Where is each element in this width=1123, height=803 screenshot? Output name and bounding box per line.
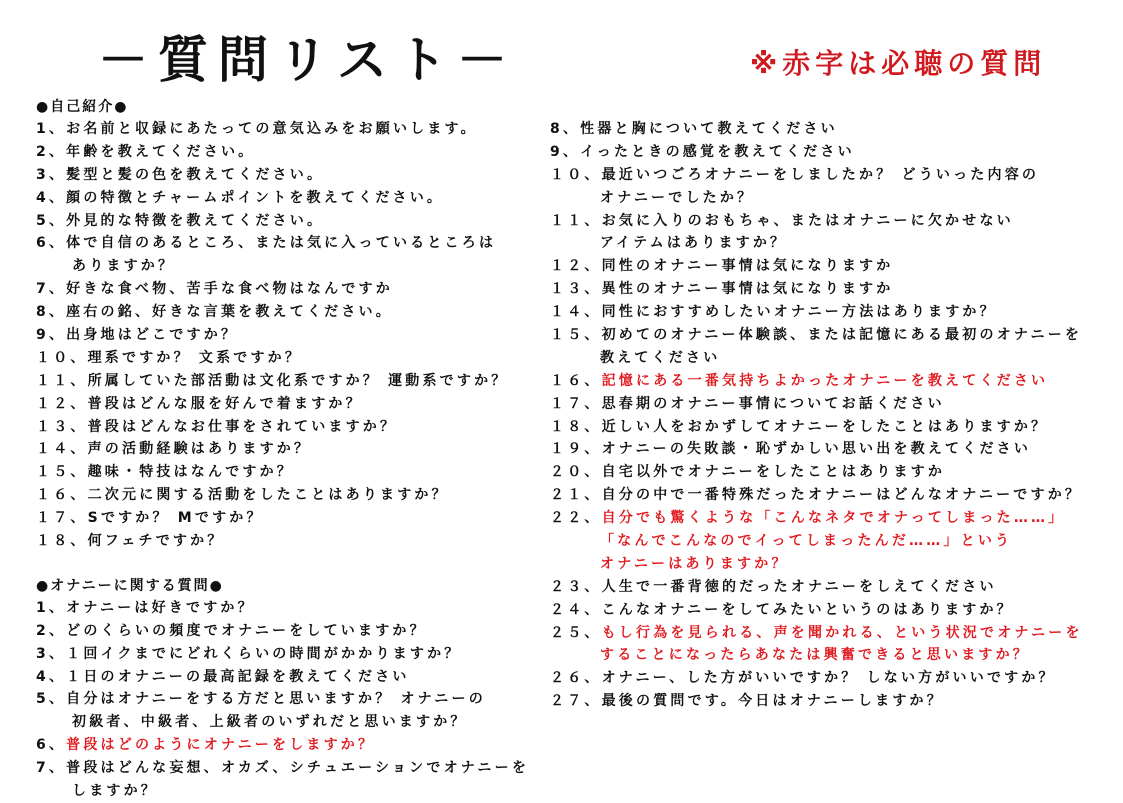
question-number: １６、 [36,487,88,504]
question-text: 体で自信のあるところ、または気に入っているところは [66,235,497,252]
question-number: ２７、 [550,693,602,710]
question-item [550,301,1120,324]
question-line [550,393,1120,416]
question-item [36,141,536,164]
question-line-continuation [550,347,1120,370]
question-line [550,370,1120,393]
required-question-text: もし行為を見られる、声を聞かれる、という状況でオナニーを [601,624,1083,641]
question-line [550,461,1120,484]
question-text: １回イクまでにどれくらいの時間がかかりますか？ [66,645,462,662]
question-line [550,324,1120,347]
section-heading: ●自己紹介● [36,99,129,115]
question-item [550,461,1120,484]
question-number: 7、 [36,760,67,777]
question-item [550,118,1120,141]
question-text: 教えてください [600,349,721,366]
question-line [550,164,1120,187]
left-column [36,96,536,803]
question-number: ２０、 [550,464,602,481]
question-item [550,255,1120,278]
question-number: 9、 [550,143,581,160]
question-item [36,507,536,530]
question-item [550,278,1120,301]
question-number: １３、 [550,281,602,298]
question-line [550,622,1120,645]
question-number: 1、 [36,599,67,616]
question-text: 好きな食べ物、苦手な食べ物はなんですか [66,281,393,298]
question-text: 出身地はどこですか？ [66,327,239,344]
question-item [36,301,536,324]
question-text: どのくらいの頻度でオナニーをしていますか？ [66,622,427,639]
question-item [36,530,536,553]
question-line [36,643,536,666]
question-line [550,210,1120,233]
question-text: 普段はどんなお仕事をされていますか？ [87,418,398,435]
question-number: 6、 [36,235,67,252]
question-line-continuation [550,553,1120,576]
question-line [550,278,1120,301]
question-number: １４、 [550,304,602,321]
question-number: １５、 [550,327,602,344]
question-text: 思春期のオナニー事情についてお話ください [601,395,945,412]
question-line [36,734,536,757]
question-item [550,484,1120,507]
question-text: 顔の特徴とチャームポイントを教えてください。 [66,189,445,206]
question-number: １８、 [36,533,88,550]
question-number: １０、 [36,349,88,366]
question-number: １３、 [36,418,88,435]
question-number: 9、 [36,327,67,344]
question-line [550,416,1120,439]
question-text: 趣味・特技はなんですか？ [87,464,295,481]
question-line [36,416,536,439]
question-line [36,210,536,233]
question-item [36,734,536,757]
question-item [550,599,1120,622]
section-heading: ●オナニーに関する質問● [36,577,224,594]
question-item [550,393,1120,416]
question-line-continuation [550,644,1120,667]
question-text: 最後の質問です。今日はオナニーしますか？ [601,693,944,710]
question-number: 2、 [36,622,67,639]
question-item [36,118,536,141]
question-item [550,370,1120,393]
question-text: オナニー、した方がいいですか？ しない方がいいですか？ [601,670,1056,687]
question-text: 普段はどんな妄想、オカズ、シチュエーションでオナニーを [66,760,530,777]
question-text: 年齢を教えてください。 [66,143,256,160]
question-text: オナニーは好きですか？ [66,599,255,616]
question-line [36,620,536,643]
required-question-text: 記憶にある一番気持ちよかったオナニーを教えてください [601,372,1049,389]
question-number: １０、 [550,166,602,183]
question-item [550,210,1120,256]
question-number: 1、 [36,121,67,137]
question-item [550,164,1120,210]
question-line-continuation [550,232,1120,255]
question-text: ありますか？ [72,258,176,275]
question-line-continuation [36,780,536,803]
question-text: アイテムはありますか？ [600,235,788,252]
question-text: 外見的な特徴を教えてください。 [66,212,325,229]
question-line [36,370,536,393]
question-text: 理系ですか？ 文系ですか？ [87,349,303,366]
question-text: 二次元に関する活動をしたことはありますか？ [87,487,449,504]
question-text: 初級者、中級者、上級者のいずれだと思いますか？ [72,714,468,731]
question-line [36,484,536,507]
question-line-continuation [36,255,536,278]
question-item [36,347,536,370]
question-number: 4、 [36,189,67,206]
question-line [550,438,1120,461]
question-item [36,484,536,507]
question-text: 異性のオナニー事情は気になりますか [601,281,894,298]
question-text: しますか？ [72,783,158,800]
question-text: オナニーの失敗談・恥ずかしい思い出を教えてください [601,441,1032,458]
question-line [550,690,1120,713]
question-item [550,438,1120,461]
question-text: 性器と胸について教えてください [580,121,838,137]
question-number: 8、 [550,121,581,137]
question-text: 同性のオナニー事情は気になりますか [601,258,894,275]
question-line [36,666,536,689]
question-text: こんなオナニーをしてみたいというのはありますか？ [601,601,1014,618]
question-number: １４、 [36,441,88,458]
question-item [550,416,1120,439]
question-number: ２４、 [550,601,602,618]
right-column [550,118,1120,713]
question-number: １７、 [36,510,88,527]
question-line [36,530,536,553]
question-number: ２３、 [550,578,602,595]
question-item [550,667,1120,690]
question-item [36,232,536,278]
question-text: オナニーでしたか？ [600,189,755,206]
question-line [550,255,1120,278]
question-line [36,232,536,255]
question-number: ２２、 [550,510,602,527]
question-number: 3、 [36,166,67,183]
question-number: １２、 [550,258,602,275]
question-line [36,187,536,210]
question-number: 5、 [36,212,67,229]
question-item [36,666,536,689]
question-item [550,324,1120,370]
question-text: 人生で一番背徳的だったオナニーをしえてください [601,578,997,595]
question-line-continuation [36,711,536,734]
question-line [36,438,536,461]
question-line [550,141,1120,164]
question-number: １２、 [36,395,88,412]
question-text: Sですか？ Mですか？ [87,510,264,527]
question-text: 髪型と髪の色を教えてください。 [66,166,325,183]
question-item [36,278,536,301]
question-item [36,757,536,803]
required-question-text: することになったらあなたは興奮できると思いますか？ [600,647,1030,664]
question-line [36,688,536,711]
question-number: 2、 [36,143,67,160]
question-item [550,141,1120,164]
question-line [36,757,536,780]
question-line [550,667,1120,690]
question-line [36,347,536,370]
question-text: 座右の銘、好きな言葉を教えてください。 [66,304,393,321]
question-item [550,507,1120,576]
question-text: 初めてのオナニー体験談、または記憶にある最初のオナニーを [601,327,1083,344]
required-question-text: 自分でも驚くような「こんなネタでオナってしまった……」 [601,510,1066,527]
question-number: ２５、 [550,624,602,641]
question-line [36,461,536,484]
question-line [550,599,1120,622]
question-number: １９、 [550,441,602,458]
question-line [36,301,536,324]
question-item [36,597,536,620]
question-item [36,393,536,416]
required-note: ※赤字は必聴の質問 [750,47,1047,80]
page-title: －質問リスト－ [98,31,517,89]
question-line [36,507,536,530]
question-text: お気に入りのおもちゃ、またはオナニーに欠かせない [601,212,1014,229]
question-line [550,118,1120,141]
question-item [36,210,536,233]
question-number: １８、 [550,418,602,435]
question-item [550,576,1120,599]
question-item [36,461,536,484]
question-item [36,620,536,643]
question-line [550,301,1120,324]
question-item [550,622,1120,668]
question-line-continuation [550,187,1120,210]
question-number: １７、 [550,395,602,412]
question-line [36,141,536,164]
question-number: ２６、 [550,670,602,687]
question-line-continuation [550,530,1120,553]
question-line [36,118,536,141]
question-number: ２１、 [550,487,602,504]
question-text: 自宅以外でオナニーをしたことはありますか [601,464,946,481]
question-item [36,688,536,734]
question-number: 6、 [36,737,67,754]
question-number: １１、 [550,212,602,229]
question-text: 自分はオナニーをする方だと思いますか？ オナニーの [66,691,486,708]
question-line [36,324,536,347]
question-number: 3、 [36,645,67,662]
question-number: 4、 [36,668,67,685]
question-line [550,484,1120,507]
question-item [36,643,536,666]
question-number: １６、 [550,372,602,389]
question-item [550,690,1120,713]
question-text: お名前と収録にあたっての意気込みをお願いします。 [66,121,478,137]
question-item [36,187,536,210]
question-text: 所属していた部活動は文化系ですか？ 運動系ですか？ [87,372,509,389]
question-text: 同性におすすめしたいオナニー方法はありますか？ [601,304,997,321]
question-item [36,324,536,347]
question-number: １１、 [36,372,88,389]
question-line [550,576,1120,599]
section-gap [36,553,536,575]
question-text: 普段はどんな服を好んで着ますか？ [87,395,363,412]
question-item [36,416,536,439]
question-item [36,370,536,393]
question-text: 近しい人をおかずしてオナニーをしたことはありますか？ [601,418,1049,435]
required-question-text: 普段はどのようにオナニーをしますか？ [66,737,376,754]
question-number: １５、 [36,464,88,481]
required-question-text: 「なんでこんなのでイってしまったんだ……」という [600,533,1013,550]
question-line [36,393,536,416]
question-item [36,438,536,461]
question-line [550,507,1120,530]
question-text: 自分の中で一番特殊だったオナニーはどんなオナニーですか？ [601,487,1083,504]
question-line [36,164,536,187]
question-text: 最近いつごろオナニーをしましたか？ どういった内容の [601,166,1040,183]
question-item [36,164,536,187]
question-number: 7、 [36,281,67,298]
question-text: １日のオナニーの最高記録を教えてください [66,668,410,685]
question-text: 何フェチですか？ [87,533,225,550]
question-number: 5、 [36,691,67,708]
question-line [36,597,536,620]
question-text: 声の活動経験はありますか？ [87,441,312,458]
required-question-text: オナニーはありますか？ [600,555,789,572]
question-number: 8、 [36,304,67,321]
question-line [36,278,536,301]
question-text: イったときの感覚を教えてください [580,143,855,160]
